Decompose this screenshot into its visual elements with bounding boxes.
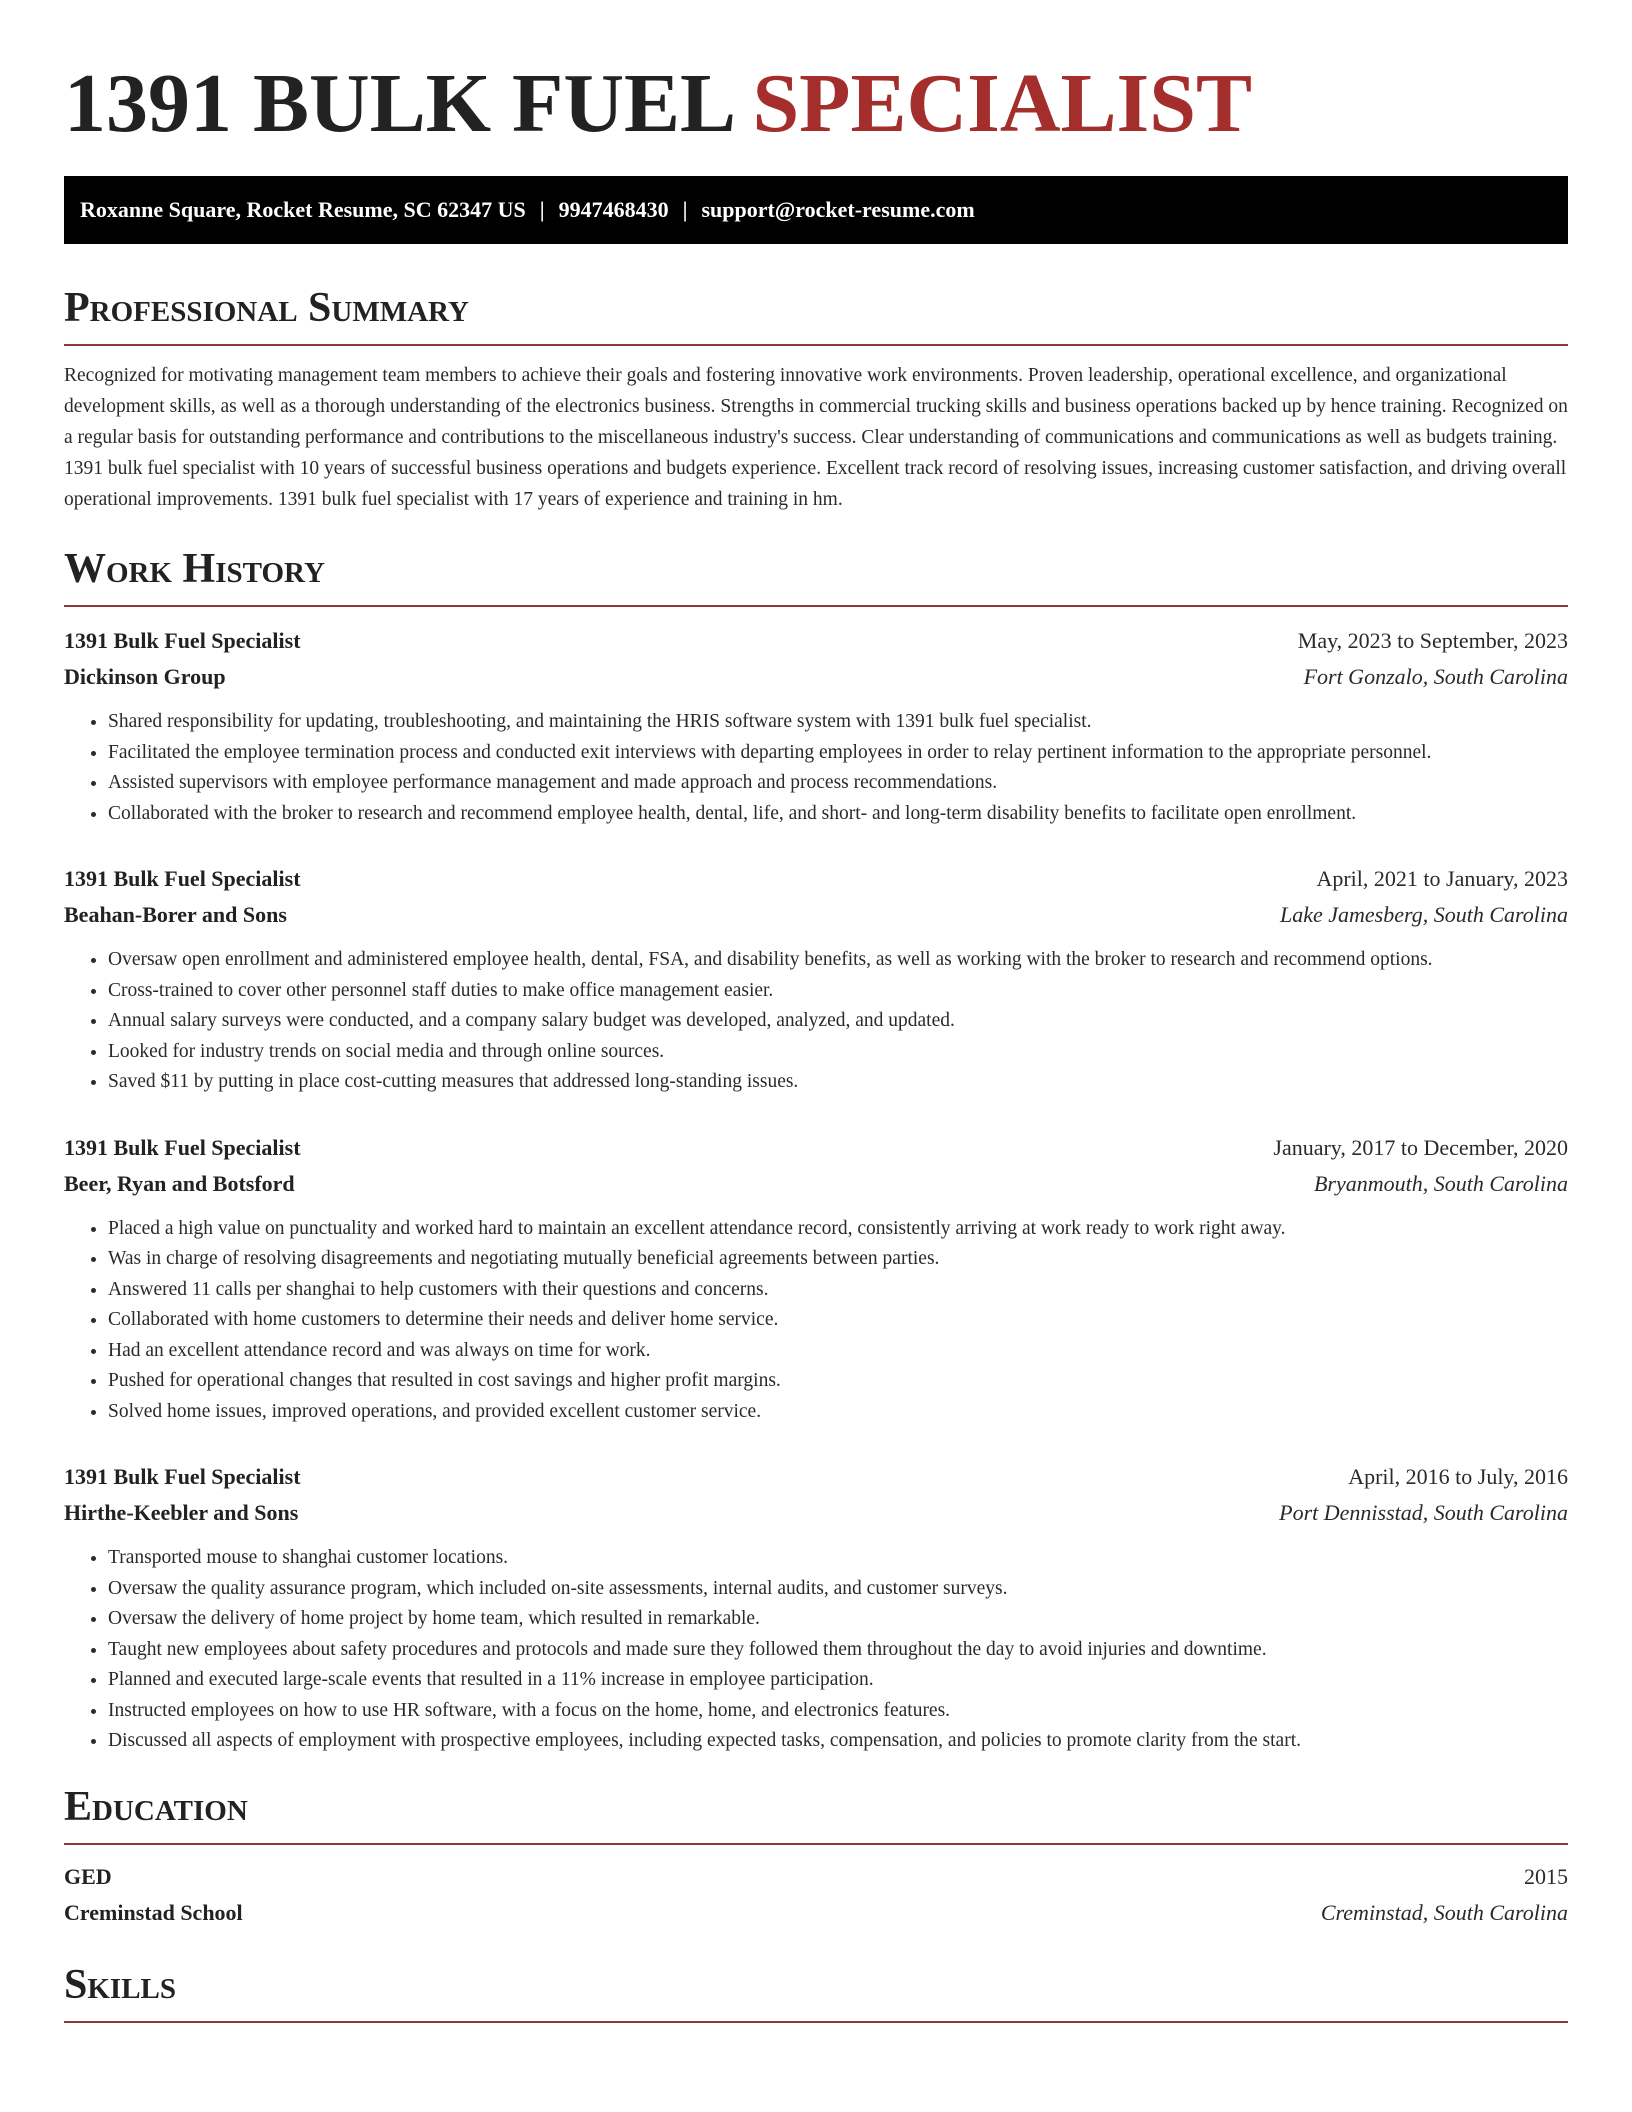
job-bullet: • Collaborated with the broker to research and recommend employee health, dental, life, and short- and long-term disability benefits to facilitate open enrollment. bbox=[108, 799, 1568, 830]
education-entry bbox=[64, 1859, 1568, 1931]
job-bullet: • Assisted supervisors with employee performance management and made approach and process recommendations. bbox=[108, 768, 1568, 799]
job-bullet: • Annual salary surveys were conducted, and a company salary budget was developed, analyzed, and updated. bbox=[108, 1006, 1568, 1037]
job-title: 1391 Bulk Fuel Specialist bbox=[64, 628, 301, 653]
job-bullet: • Oversaw the quality assurance program, which included on-site assessments, internal audits, and customer surveys. bbox=[108, 1574, 1568, 1605]
job-bullet: • Planned and executed large-scale events that resulted in a 11% increase in employee participation. bbox=[108, 1665, 1568, 1696]
job-bullet: • Facilitated the employee termination process and conducted exit interviews with departing employees in order to relay pertinent information to the appropriate personnel. bbox=[108, 738, 1568, 769]
job-bullet: • Had an excellent attendance record and was always on time for work. bbox=[108, 1336, 1568, 1367]
job-bullets bbox=[64, 945, 1568, 1098]
resume-title bbox=[64, 0, 1568, 156]
job-bullets bbox=[64, 1214, 1568, 1428]
job-company: Beer, Ryan and Botsford bbox=[64, 1170, 295, 1196]
job-entry bbox=[64, 1130, 1568, 1428]
job-bullet: • Transported mouse to shanghai customer locations. bbox=[108, 1543, 1568, 1574]
contact-separator: | bbox=[682, 197, 688, 222]
job-bullet: • Placed a high value on punctuality and worked hard to maintain an excellent attendance record, consistently arriving at work ready to work right away. bbox=[108, 1214, 1568, 1245]
job-bullet: • Instructed employees on how to use HR software, with a focus on the home, home, and electronics features. bbox=[108, 1696, 1568, 1727]
job-location: Bryanmouth, South Carolina bbox=[1313, 1170, 1568, 1196]
job-bullet: • Answered 11 calls per shanghai to help customers with their questions and concerns. bbox=[108, 1275, 1568, 1306]
job-bullet: • Collaborated with home customers to determine their needs and deliver home service. bbox=[108, 1305, 1568, 1336]
job-bullet: • Discussed all aspects of employment with prospective employees, including expected tasks, compensation, and policies to promote clarity from the start. bbox=[108, 1726, 1568, 1757]
contact-separator: | bbox=[539, 197, 545, 222]
job-bullet: • Solved home issues, improved operations, and provided excellent customer service. bbox=[108, 1397, 1568, 1428]
job-company: Beahan-Borer and Sons bbox=[64, 902, 287, 927]
job-bullet: • Looked for industry trends on social media and through online sources. bbox=[108, 1037, 1568, 1068]
job-bullets bbox=[64, 1543, 1568, 1757]
education-school: Creminstad School bbox=[64, 1899, 243, 1925]
job-bullet: • Taught new employees about safety procedures and protocols and made sure they followed them throughout the day to avoid injuries and downtime. bbox=[108, 1635, 1568, 1666]
work-history-heading: Work History bbox=[64, 543, 1568, 607]
job-location: Fort Gonzalo, South Carolina bbox=[1303, 664, 1568, 689]
title-main: 1391 BULK FUEL bbox=[64, 57, 753, 150]
contact-email: support@rocket-resume.com bbox=[701, 197, 975, 222]
job-company: Dickinson Group bbox=[64, 664, 226, 689]
job-title: 1391 Bulk Fuel Specialist bbox=[64, 1464, 301, 1489]
job-title: 1391 Bulk Fuel Specialist bbox=[64, 866, 301, 891]
job-bullet: • Oversaw the delivery of home project by home team, which resulted in remarkable. bbox=[108, 1604, 1568, 1635]
skills-heading: Skills bbox=[64, 1959, 1568, 2023]
education-degree: GED bbox=[64, 1863, 112, 1889]
job-dates: January, 2017 to December, 2020 bbox=[1273, 1134, 1568, 1160]
job-bullets bbox=[64, 707, 1568, 829]
job-entry bbox=[64, 861, 1568, 1098]
job-bullet: • Was in charge of resolving disagreements and negotiating mutually beneficial agreements between parties. bbox=[108, 1244, 1568, 1275]
job-bullet: • Pushed for operational changes that resulted in cost savings and higher profit margins. bbox=[108, 1366, 1568, 1397]
education-year: 2015 bbox=[1524, 1863, 1568, 1889]
job-bullet: • Oversaw open enrollment and administered employee health, dental, FSA, and disability benefits, as well as working with the broker to research and recommend options. bbox=[108, 945, 1568, 976]
job-dates: April, 2021 to January, 2023 bbox=[1316, 866, 1568, 891]
title-accent: SPECIALIST bbox=[752, 57, 1252, 150]
contact-phone: 9947468430 bbox=[558, 197, 669, 222]
contact-bar bbox=[64, 176, 1568, 244]
job-dates: April, 2016 to July, 2016 bbox=[1348, 1464, 1568, 1489]
education-location: Creminstad, South Carolina bbox=[1320, 1899, 1568, 1925]
job-dates: May, 2023 to September, 2023 bbox=[1297, 628, 1568, 653]
job-entry bbox=[64, 623, 1568, 829]
job-bullet: • Saved $11 by putting in place cost-cutting measures that addressed long-standing issues. bbox=[108, 1067, 1568, 1098]
job-location: Lake Jamesberg, South Carolina bbox=[1279, 902, 1568, 927]
education-heading: Education bbox=[64, 1781, 1568, 1845]
job-bullet: • Cross-trained to cover other personnel staff duties to make office management easier. bbox=[108, 976, 1568, 1007]
job-location: Port Dennisstad, South Carolina bbox=[1279, 1500, 1568, 1525]
job-company: Hirthe-Keebler and Sons bbox=[64, 1500, 299, 1525]
contact-address: Roxanne Square, Rocket Resume, SC 62347 US bbox=[80, 197, 526, 222]
job-title: 1391 Bulk Fuel Specialist bbox=[64, 1134, 301, 1160]
summary-heading: Professional Summary bbox=[64, 282, 1568, 346]
job-bullet: • Shared responsibility for updating, troubleshooting, and maintaining the HRIS software system with 1391 bulk fuel specialist. bbox=[108, 707, 1568, 738]
summary-text: Recognized for motivating management team members to achieve their goals and fostering innovative work environments. Proven leadership, operational excellence, and organizational development skills, as well as a thorough understanding of the electronics business. Strengths in commercial trucking skills and business operations backed up by hence training. Recognized on a regular basis for outstanding performance and contributions to the miscellaneous industry's success. Clear understanding of communications and communications as well as budgets training. 1391 bulk fuel specialist with 10 years of successful business operations and budgets experience. Excellent track record of resolving issues, increasing customer satisfaction, and driving overall operational improvements. 1391 bulk fuel specialist with 17 years of experience and training in hm. bbox=[64, 365, 1568, 510]
job-entry bbox=[64, 1459, 1568, 1757]
